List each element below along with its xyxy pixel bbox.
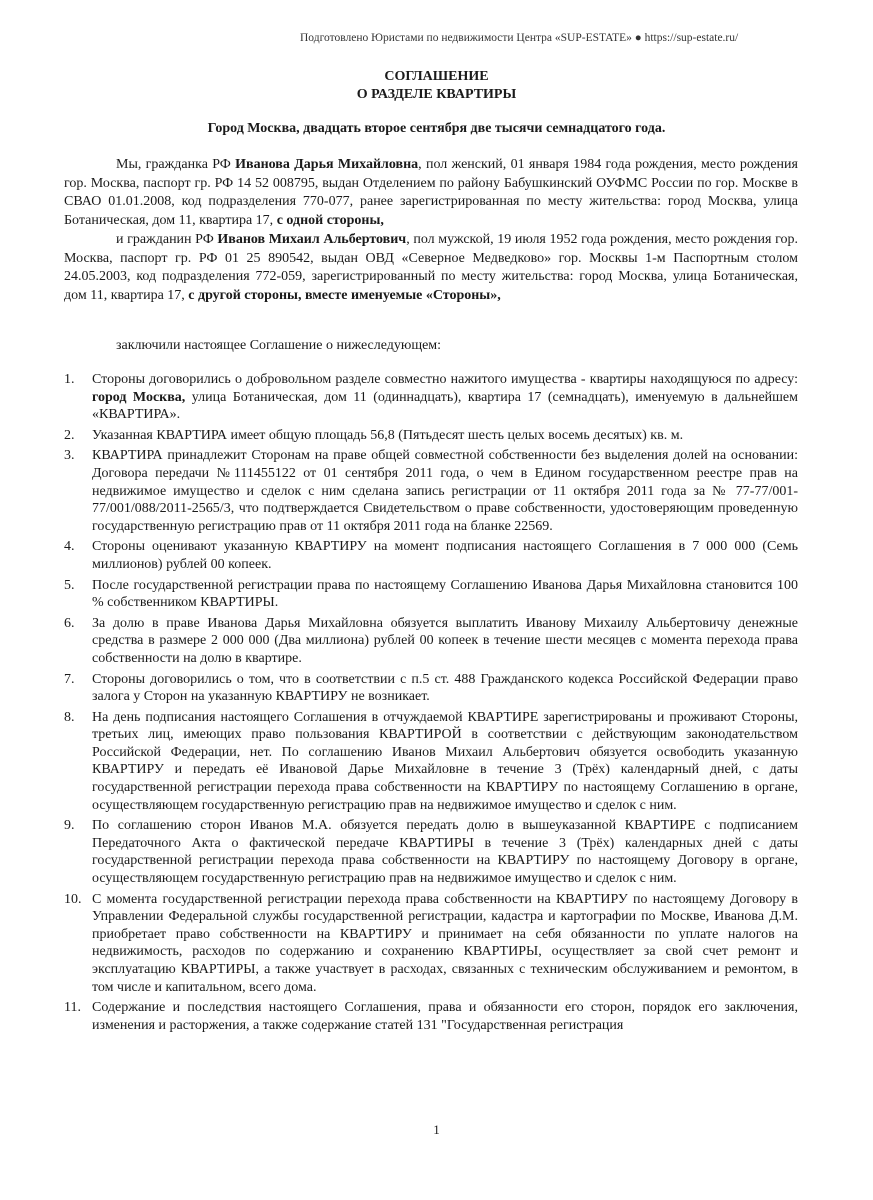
clause-item xyxy=(64,999,798,1034)
clause-text: За долю в праве Иванова Дарья Михайловна обязуется выплатить Иванову Михаилу Альбертовичу денежные средства в размере 2 000 000 (Два миллиона) рублей 00 копеек в течение шести месяцев с момента перехода права собственности на долю в квартире. xyxy=(92,615,798,666)
party-1-details: , пол женский, 01 января 1984 года рождения, место рождения гор. Москва, паспорт гр. РФ 14 52 008795, выдан Отделением по району Бабушкинский ОУФМС России по гор. Москве в СВАО 01.01.2008, код подразделения 770-077, ранее зарегистрированная по месту жительства: город Москва, улица Ботаническая, дом 11, квартира 17, xyxy=(64,157,798,229)
clause-item xyxy=(64,371,798,424)
clause-item xyxy=(64,447,798,535)
clause-number: 8. xyxy=(64,709,75,725)
title-line-1: СОГЛАШЕНИЕ xyxy=(384,69,489,84)
clause-number: 1. xyxy=(64,372,75,387)
clause-text: Содержание и последствия настоящего Соглашения, права и обязанности его сторон, порядок его заключения, изменения и расторжения, а также содержание статей 131 "Государственная регистрация xyxy=(92,1000,798,1033)
party-1-prefix: Мы, гражданка РФ xyxy=(116,157,236,172)
party-2-name: Иванов Михаил Альбертович xyxy=(217,231,407,247)
clause-text: По соглашению сторон Иванов М.А. обязуется передать долю в вышеуказанной КВАРТИРЕ с подписанием Передаточного Акта о фактической передаче КВАРТИРЫ в течение 3 (Трёх) календарных дней с даты государственной регистрации перехода права собственности на КВАРТИРУ по настоящему Договору в органе, осуществляющем государственную регистрацию прав на недвижимое имущество и сделок с ним. xyxy=(92,818,798,887)
clause-number: 2. xyxy=(64,427,75,443)
clause-number: 3. xyxy=(64,448,75,464)
clause-text: Стороны договорились о добровольном разделе совместно нажитого имущества - квартиры находящуюся по адресу: xyxy=(92,372,798,387)
clause-number: 9. xyxy=(64,818,75,834)
parties-intro xyxy=(64,156,798,306)
page-header: Подготовлено Юристами по недвижимости Центра «SUP-ESTATE» ● https://sup-estate.ru/ xyxy=(300,32,739,44)
clause-item xyxy=(64,891,798,997)
document-title xyxy=(0,68,873,104)
clause-number: 5. xyxy=(64,577,75,593)
clause-text: С момента государственной регистрации перехода права собственности на КВАРТИРУ по настоящему Договору в Управлении Федеральной службы государственной регистрации, кадастра и картографии по Москве, Иванова Д.М. приобретает право собственности на КВАРТИРУ и принимает на себя обязанности по уплате налогов на недвижимость, расходов по содержанию и сохранению КВАРТИРЫ, осуществляет за свой счет ремонт и эксплуатацию КВАРТИРЫ, а также участвует в расходах, связанных с техническим обслуживанием и ремонтом, в том числе и капитальном, всего дома. xyxy=(92,891,798,995)
clause-text: КВАРТИРА принадлежит Сторонам на праве общей совместной собственности без выделения долей на основании: Договора передачи №111455122 от 01 сентября 2011 года, о чем в Едином государственном реестре прав на недвижимое имущество и сделок с ним сделана запись регистрации от 11 октября 2011 года за № 77-77/001-77/001/088/2011-2565/3, что подтверждается Свидетельством о праве собственности, удостоверяющим проведенную государственную регистрацию прав от 11 октября 2011 года на бланке 22569. xyxy=(92,448,798,534)
party-1-name: Иванова Дарья Михайловна xyxy=(235,157,419,172)
clause-text: Стороны договорились о том, что в соответствии с п.5 ст. 488 Гражданского кодекса Российской Федерации право залога у Сторон на указанную КВАРТИРУ не возникает. xyxy=(92,671,798,705)
party-2-prefix: и гражданин РФ xyxy=(116,231,218,247)
party-2 xyxy=(64,231,798,306)
party-2-details: , пол мужской, 19 июля 1952 года рождения, место рождения гор. Москва, паспорт гр. РФ 01 25 890542, выдан ОВД «Северное Медведково» гор. Москвы 1-м Паспортным столом 24.05.2003, код подразделения 772-059, зарегистрированный по месту жительства: город Москва, улица Ботаническая, дом 11, квартира 17, xyxy=(64,231,798,303)
clause-item xyxy=(64,538,798,573)
clause-number: 10. xyxy=(64,891,82,907)
clause-text-bold: город Москва, xyxy=(92,389,186,405)
city-date: Город Москва, двадцать второе сентября две тысячи семнадцатого года. xyxy=(207,121,666,136)
clause-text: После государственной регистрации права по настоящему Соглашению Иванова Дарья Михайловна становится 100 % собственником КВАРТИРЫ. xyxy=(92,577,798,611)
clause-text: Стороны оценивают указанную КВАРТИРУ на момент подписания настоящего Соглашения в 7 000 000 (Семь миллионов) рублей 00 копеек. xyxy=(92,539,798,572)
concluded-statement: заключили настоящее Соглашение о нижеследующем: xyxy=(116,338,442,353)
page-number: 1 xyxy=(433,1122,440,1137)
party-2-side: с другой стороны, вместе именуемые «Стороны», xyxy=(188,287,501,303)
clause-item xyxy=(64,427,798,445)
clause-text: Указанная КВАРТИРА имеет общую площадь 56,8 (Пятьдесят шесть целых восемь десятых) кв. м. xyxy=(92,427,684,443)
party-1 xyxy=(64,156,798,231)
clause-item xyxy=(64,671,798,706)
clause-item xyxy=(64,615,798,668)
party-1-side: с одной стороны, xyxy=(276,213,384,229)
clause-number: 7. xyxy=(64,671,75,687)
clause-item xyxy=(64,709,798,815)
clause-number: 4. xyxy=(64,539,75,555)
clause-text: На день подписания настоящего Соглашения в отчуждаемой КВАРТИРЕ зарегистрированы и проживают Стороны, третьих лиц, имеющих право пользования КВАРТИРОЙ в соответствии с действующим законодательством Российской Федерации, нет. По соглашению Иванов Михаил Альбертович обязуется освободить указанную КВАРТИРУ и передать её Ивановой Дарье Михайловне в течение 3 (Трёх) календарный дней, с даты государственной регистрации перехода права собственности на КВАРТИРУ по настоящему Соглашению в органе, осуществляющем государственную регистрацию прав на недвижимое имущество и сделок с ним. xyxy=(92,709,798,813)
clause-number: 11. xyxy=(64,1000,81,1016)
clause-number: 6. xyxy=(64,615,75,631)
title-line-2: О РАЗДЕЛЕ КВАРТИРЫ xyxy=(356,87,517,102)
clause-text-end: улица Ботаническая, дом 11 (одиннадцать), квартира 17 (семнадцать), именуемую в дальнейшем «КВАРТИРА». xyxy=(92,389,799,423)
clause-item xyxy=(64,577,798,612)
clauses-list xyxy=(64,371,798,1037)
clause-item xyxy=(64,817,798,887)
